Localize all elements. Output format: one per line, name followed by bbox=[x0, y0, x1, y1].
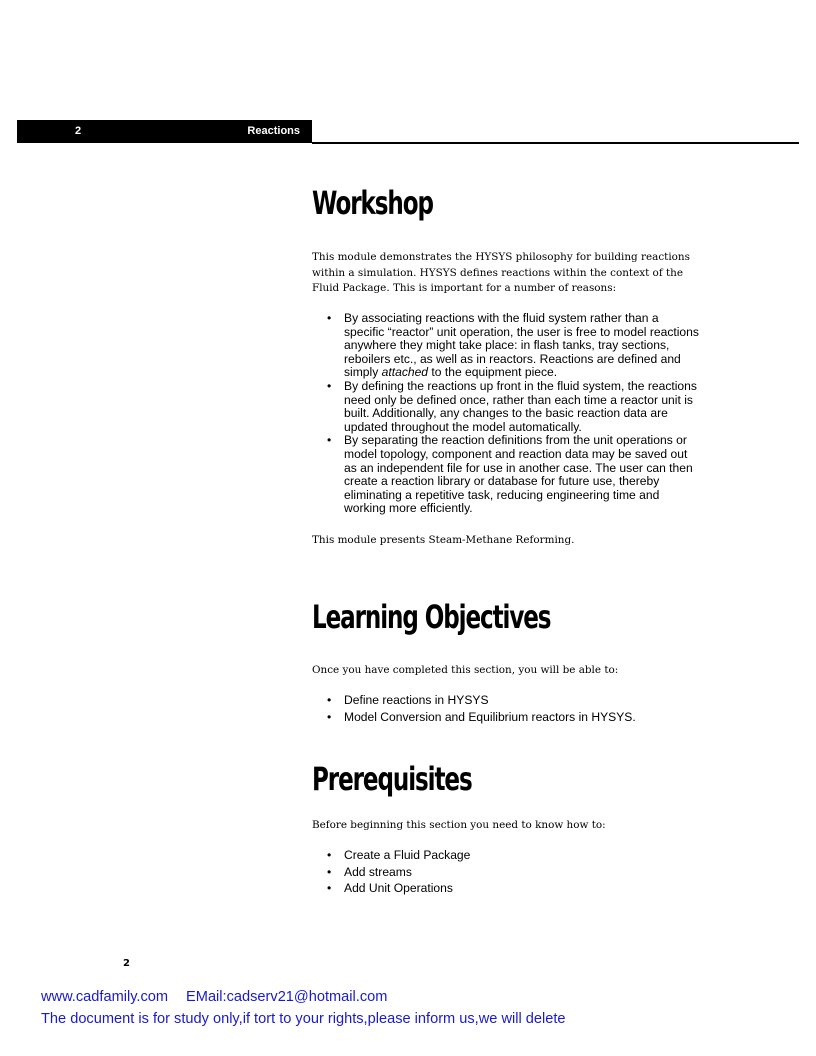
list-item: • Create a Fluid Package bbox=[312, 849, 702, 863]
list-item: • Define reactions in HYSYS bbox=[312, 694, 702, 708]
list-item: • Model Conversion and Equilibrium reactors in HYSYS. bbox=[312, 711, 702, 725]
workshop-closing: This module presents Steam-Methane Reforming. bbox=[312, 534, 575, 546]
header-page-number: 2 bbox=[75, 125, 82, 137]
learning-objectives-list bbox=[312, 694, 702, 724]
list-item: • Add streams bbox=[312, 866, 702, 880]
footer-notice: The document is for study only,if tort to your rights,please inform us,we will delete bbox=[41, 1011, 566, 1027]
footer-contact-line bbox=[41, 989, 387, 1005]
prerequisites-list bbox=[312, 849, 702, 896]
page-number: 2 bbox=[123, 958, 130, 969]
header-rule bbox=[312, 142, 799, 144]
prerequisites-intro: Before beginning this section you need to know how to: bbox=[312, 819, 606, 831]
workshop-bullet-list bbox=[312, 312, 702, 516]
workshop-intro: This module demonstrates the HYSYS philosophy for building reactions within a simulation. HYSYS defines reactions within the context of the Fluid Package. This is important for a number of reasons: bbox=[312, 251, 690, 294]
header-section-title: Reactions bbox=[247, 125, 300, 137]
attached-emphasis: attached bbox=[381, 365, 429, 380]
workshop-bullet-2: • By defining the reactions up front in the fluid system, the reactions need only be defined once, rather than each time a reactor unit is built. Additionally, any changes to the basic reaction data are updated throughout the model automatically. bbox=[312, 380, 702, 434]
workshop-heading: Workshop bbox=[312, 184, 433, 222]
prerequisites-heading: Prerequisites bbox=[312, 760, 472, 798]
workshop-bullet-1: • By associating reactions with the fluid system rather than a specific “reactor” unit operation, the user is free to model reactions anywhere they might take place: in flash tanks, tray sections, reboilers etc., as well as in reactors. Reactions are defined and simply attached to the equipment piece. bbox=[312, 312, 702, 380]
running-header-bar bbox=[17, 120, 312, 143]
list-item: • Add Unit Operations bbox=[312, 882, 702, 896]
workshop-bullet-3: • By separating the reaction definitions from the unit operations or model topology, component and reaction data may be saved out as an independent file for use in another case. The user can then create a reaction library or database for future use, thereby eliminating a repetitive task, reducing engineering time and working more efficiently. bbox=[312, 434, 702, 516]
footer-website[interactable]: www.cadfamily.com bbox=[41, 989, 169, 1005]
learning-objectives-heading: Learning Objectives bbox=[312, 598, 551, 636]
footer-email[interactable]: EMail:cadserv21@hotmail.com bbox=[186, 989, 388, 1005]
learning-objectives-intro: Once you have completed this section, you will be able to: bbox=[312, 664, 619, 676]
